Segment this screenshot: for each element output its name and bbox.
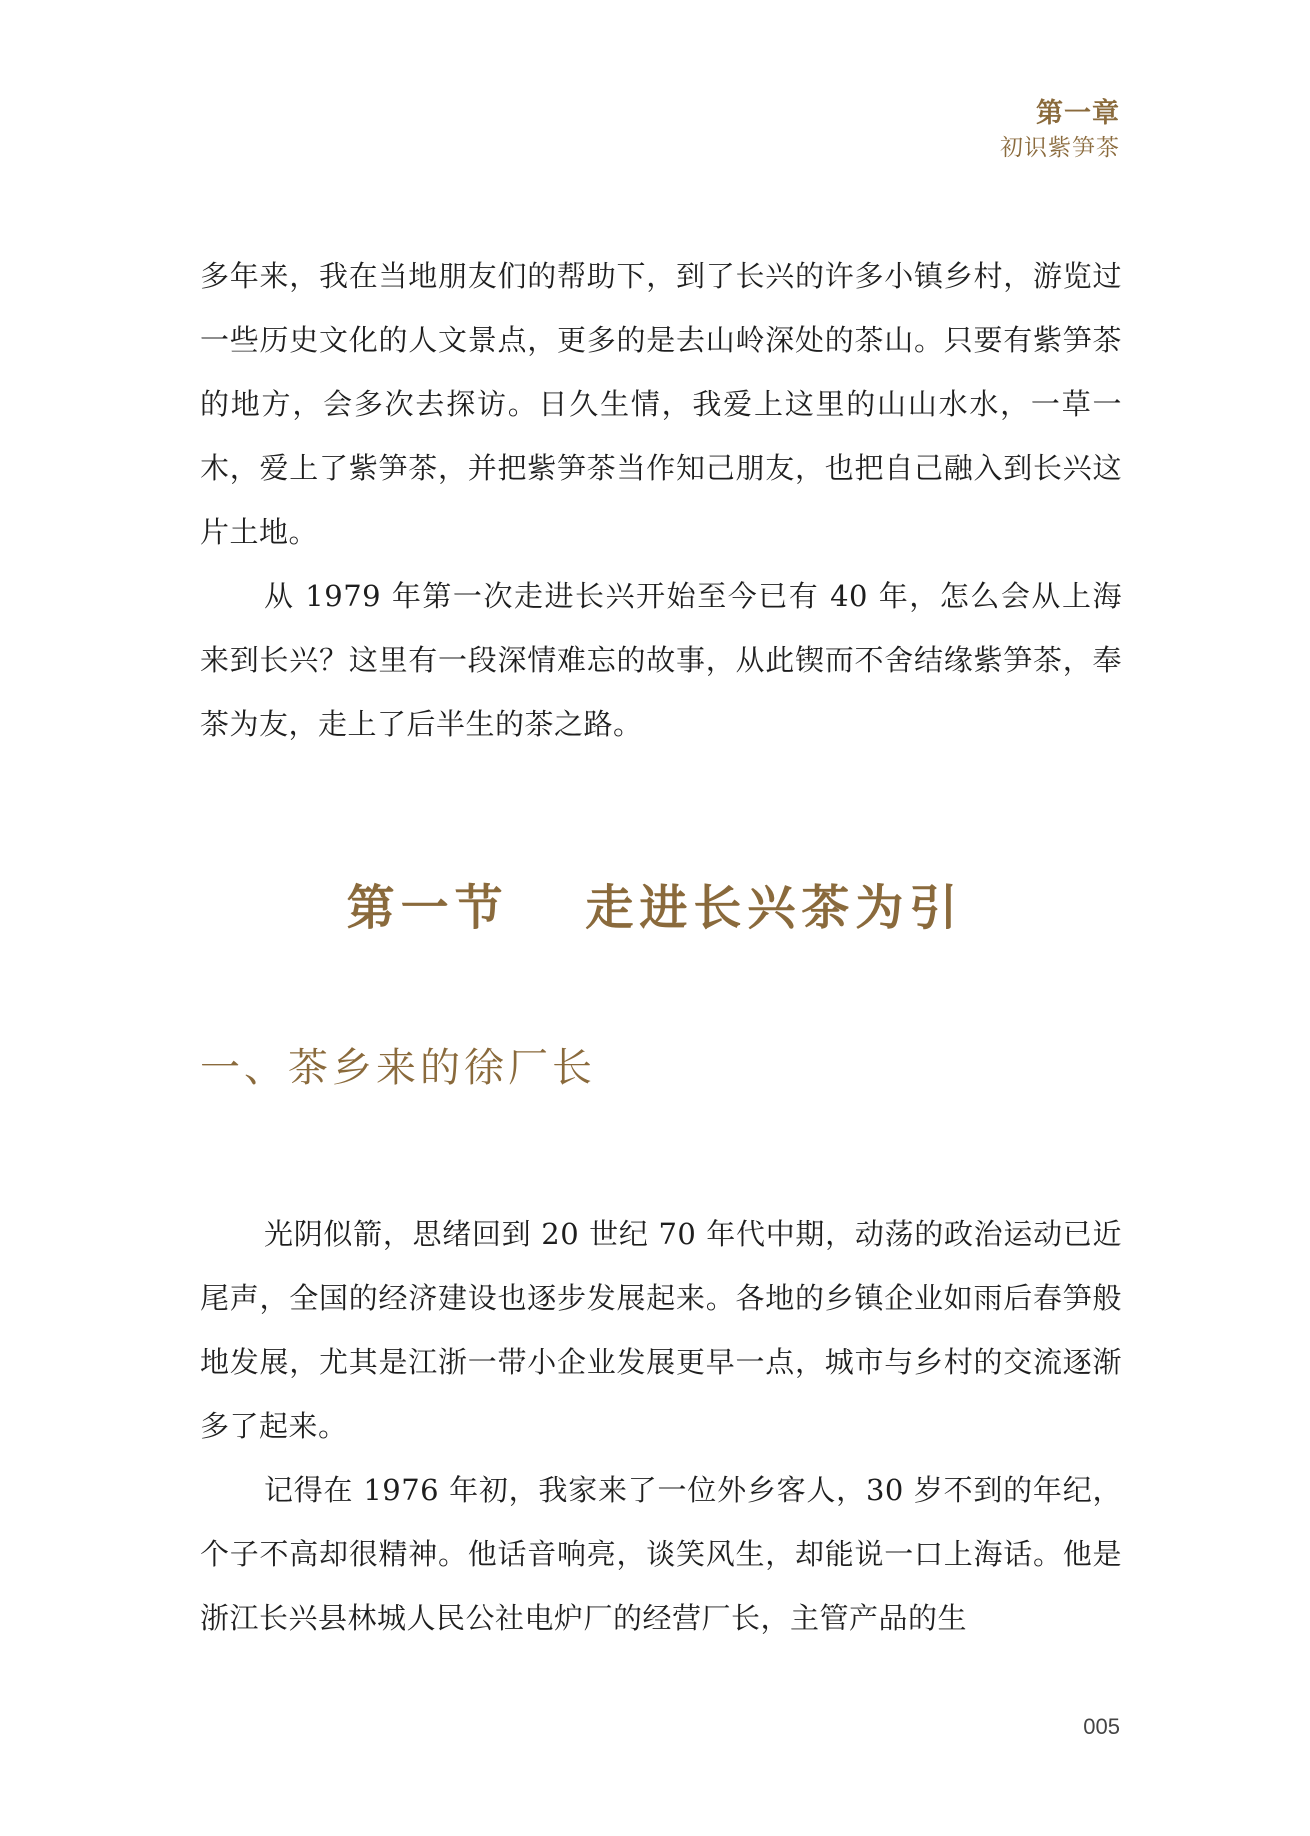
paragraph: 光阴似箭，思绪回到 20 世纪 70 年代中期，动荡的政治运动已近尾声，全国的经济建设也逐步发展起来。各地的乡镇企业如雨后春笋般地发展，尤其是江浙一带小企业发展更早一点，城市与乡村的交流逐渐多了起来。: [200, 1217, 1122, 1443]
paragraph: 记得在 1976 年初，我家来了一位外乡客人，30 岁不到的年纪，个子不高却很精神。他话音响亮，谈笑风生，却能说一口上海话。他是浙江长兴县林城人民公社电炉厂的经营厂长，主管产品的生: [200, 1473, 1122, 1635]
chapter-number: 第一章: [1036, 98, 1120, 129]
paragraph: 从 1979 年第一次走进长兴开始至今已有 40 年，怎么会从上海来到长兴？这里有一段深情难忘的故事，从此锲而不舍结缘紫笋茶，奉茶为友，走上了后半生的茶之路。: [200, 579, 1122, 741]
body-text-block: [200, 1202, 1122, 1650]
paragraph: 多年来，我在当地朋友们的帮助下，到了长兴的许多小镇乡村，游览过一些历史文化的人文景点，更多的是去山岭深处的茶山。只要有紫笋茶的地方，会多次去探访。日久生情，我爱上这里的山山水水，一草一木，爱上了紫笋茶，并把紫笋茶当作知己朋友，也把自己融入到长兴这片土地。: [200, 259, 1122, 549]
subsection-title: 一、茶乡来的徐厂长: [200, 1045, 596, 1091]
intro-text-block: [200, 244, 1122, 756]
running-header: [1000, 96, 1120, 164]
section-title: 第一节 走进长兴茶为引: [346, 880, 964, 936]
page-number: 005: [1083, 1714, 1120, 1739]
chapter-title: 初识紫笋茶: [1000, 135, 1120, 161]
